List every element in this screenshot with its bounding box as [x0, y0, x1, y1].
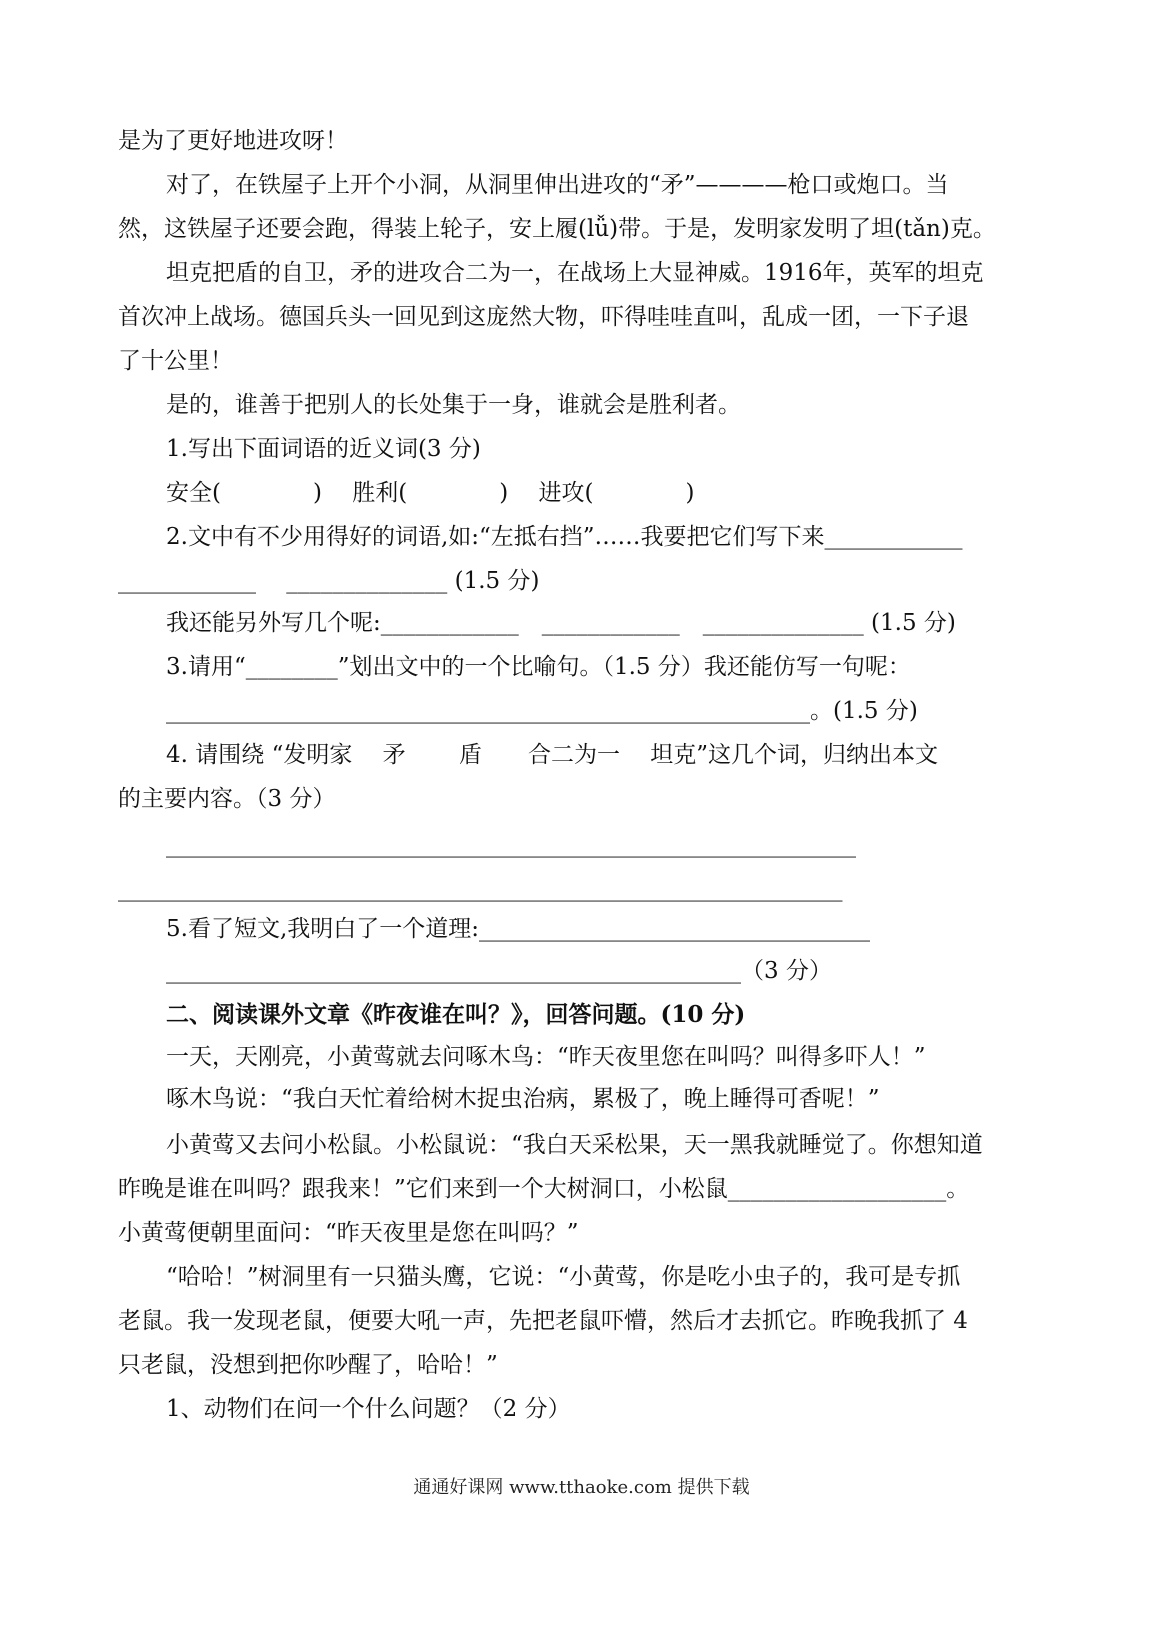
question-2-1: 1、动物们在问一个什么问题？（2 分） [166, 1396, 571, 1422]
text-line: 小黄莺便朝里面问：“昨天夜里是您在叫吗？” [118, 1220, 579, 1246]
text-line: 啄木鸟说：“我白天忙着给树木捉虫治病，累极了，晚上睡得可香呢！” [166, 1086, 880, 1112]
footer-source: 通通好课网 www.tthaoke.com 提供下载 [413, 1477, 750, 1498]
text-line: 昨晚是谁在叫吗？跟我来！”它们来到一个大树洞口，小松鼠___________________。 [118, 1176, 970, 1202]
answer-blanks: 我还能另外写几个呢:____________ ____________ ______________ (1.5 分) [166, 610, 956, 636]
answer-blanks: ____________ ______________ (1.5 分) [118, 568, 540, 594]
text-line: 首次冲上战场。德国兵头一回见到这庞然大物，吓得哇哇直叫，乱成一团，一下子退 [118, 304, 969, 330]
answer-line: _______________________________________________________________ [118, 876, 843, 902]
question-4-cont: 的主要内容。（3 分） [118, 786, 336, 812]
question-1: 1.写出下面词语的近义词(3 分) [166, 436, 481, 462]
text-line: 只老鼠，没想到把你吵醒了，哈哈！” [118, 1352, 498, 1378]
section-2-heading: 二、阅读课外文章《昨夜谁在叫？》，回答问题。(10 分) [166, 1001, 746, 1028]
text-line: 坦克把盾的自卫，矛的进攻合二为一，在战场上大显神威。1916年，英军的坦克 [166, 260, 984, 286]
text-line: 小黄莺又去问小松鼠。小松鼠说：“我白天采松果，天一黑我就睡觉了。你想知道 [166, 1132, 983, 1158]
text-line: 一天，天刚亮，小黄莺就去问啄木鸟：“昨天夜里您在叫吗？叫得多吓人！” [166, 1044, 926, 1070]
text-line: 了十公里！ [118, 348, 233, 374]
text-line: 是为了更好地进攻呀！ [118, 128, 348, 154]
question-3: 3.请用“________”划出文中的一个比喻句。（1.5 分）我还能仿写一句呢： [166, 654, 911, 680]
text-line: 是的，谁善于把别人的长处集于一身，谁就会是胜利者。 [166, 392, 741, 418]
synonym-blanks: 安全( ) 胜利( ) 进攻( ) [166, 480, 695, 506]
answer-line: ____________________________________________________________ [166, 832, 856, 858]
text-line: 然，这铁屋子还要会跑，得装上轮子，安上履(lǚ)带。于是，发明家发明了坦(tǎn)克。 [118, 216, 996, 242]
question-2: 2.文中有不少用得好的词语,如:“左抵右挡”……我要把它们写下来____________ [166, 524, 963, 550]
answer-line: __________________________________________________（3 分） [166, 958, 832, 984]
answer-blanks: ________________________________________________________。(1.5 分) [166, 698, 918, 724]
text-line: 对了，在铁屋子上开个小洞，从洞里伸出进攻的“矛”————枪口或炮口。当 [166, 172, 949, 198]
question-4: 4. 请围绕 “发明家 矛 盾 合二为一 坦克”这几个词，归纳出本文 [166, 742, 939, 768]
question-5: 5.看了短文,我明白了一个道理:__________________________________ [166, 916, 871, 942]
text-line: “哈哈！”树洞里有一只猫头鹰，它说：“小黄莺，你是吃小虫子的，我可是专抓 [166, 1264, 961, 1290]
text-line: 老鼠。我一发现老鼠，便要大吼一声，先把老鼠吓懵，然后才去抓它。昨晚我抓了 4 [118, 1308, 968, 1334]
